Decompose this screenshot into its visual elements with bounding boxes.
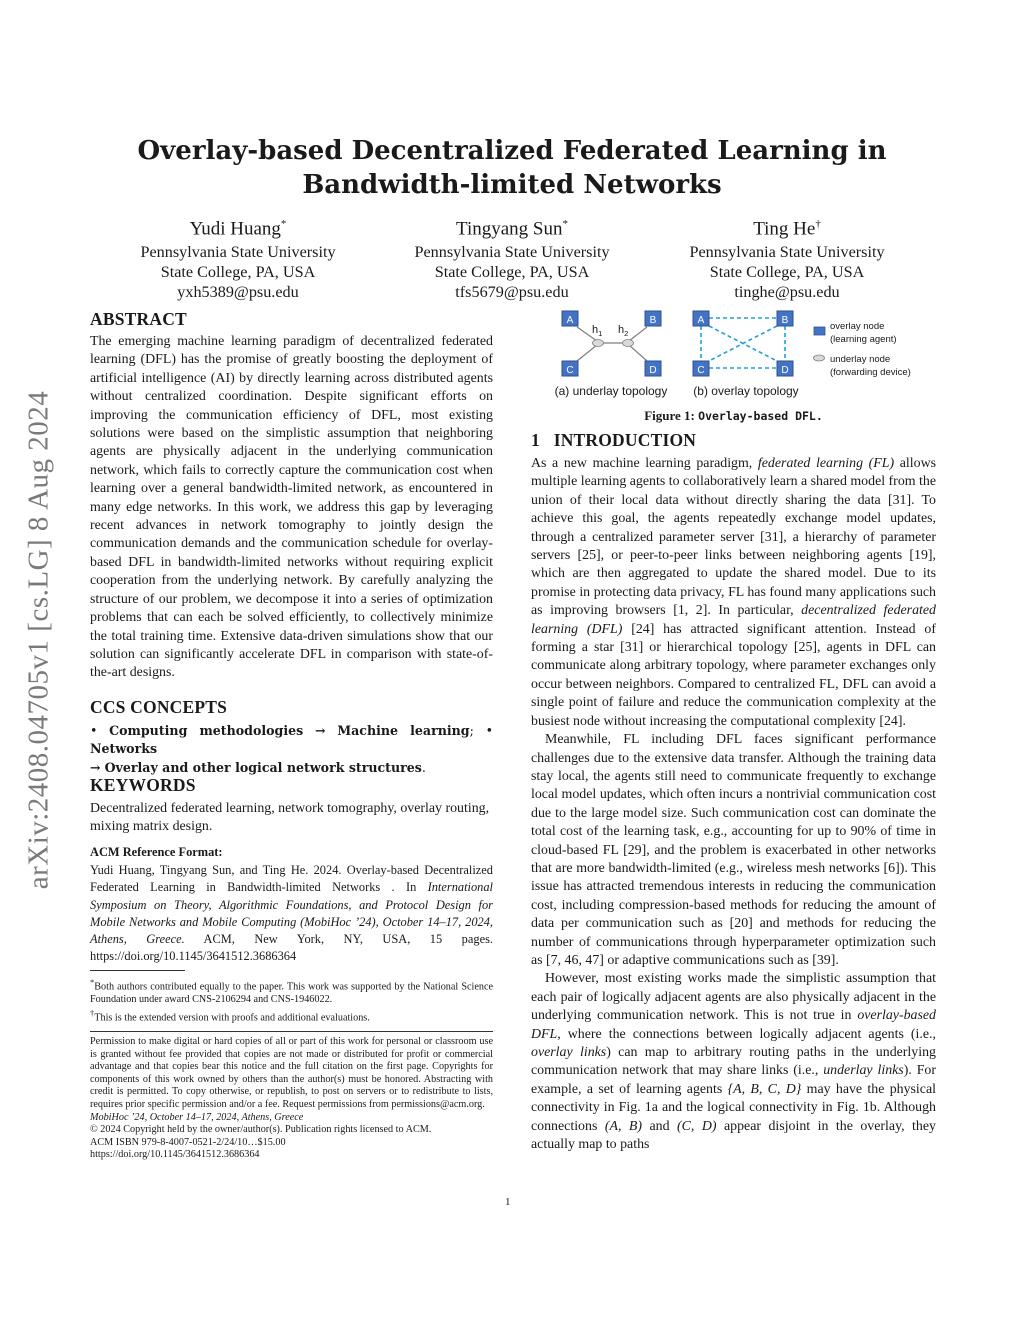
intro-paragraph-2: Meanwhile, FL including DFL faces significant performance challenges due to the extensive data transfer. Although the training data stay local, the agents still need to communicate frequently to exchange local model updates, which often incurs a nontrivial communication cost due to the large model size. Such communication cost can dominate the total cost of the learning task, e.g., accounting for up to 90% of time in cloud-based FL [29], and the problem is exacerbated in other networks that are more bandwidth-limited (e.g., wireless mesh networks [6]). This issue has attracted tremendous interests in reducing the communication cost, including compression-based methods for reducing the amount of data per communication such as [20] and methods for reducing the number of communications through hyperparameter optimization such as [7, 46, 47] or adaptive communications such as [39].: [531, 732, 936, 968]
figure-legend: [814, 321, 911, 378]
legend-underlay-swatch: [814, 355, 825, 361]
underlay-link: [629, 327, 647, 341]
abstract-text: The emerging machine learning paradigm of decentralized federated learning (DFL) has the promise of greatly boosting the deployment of artificial intelligence (AI) by directly learning across distributed agents without centralized coordination. Despite significant efforts on improving the communication efficiency of DFL, most existing solutions were based on the simplistic assumption that neighboring agents are physically adjacent in the underlying communication network, which fails to correctly capture the communication cost when learning over a general bandwidth-limited network, as encountered in many edge networks. In this work, we address this gap by leveraging recent advances in network tomography to jointly design the communication demands and the communication schedule for overlay-based DFL in bandwidth-limited networks without requiring explicit cooperation from the underlying network. By carefully analyzing the structure of our problem, we decompose it into a series of optimization problems that can each be solved efficiently, to collectively minimize the total training time. Extensive data-driven simulations show that our solution can significantly accelerate DFL in comparison with state-of-the-art designs.: [90, 334, 493, 681]
legend-underlay-sublabel: (forwarding device): [830, 367, 911, 378]
author-location: State College, PA, USA: [434, 263, 590, 282]
label-h1: $h_1$: [592, 324, 603, 338]
ccs-concepts: • Computing methodologies → Machine learning; • Networks → Overlay and other logical network structures.: [90, 723, 493, 775]
node-a-label: A: [566, 315, 574, 326]
footnotes: [90, 976, 493, 1025]
node-d-label: D: [781, 365, 789, 376]
overlay-topology: [693, 311, 799, 398]
ccs-heading: CCS CONCEPTS: [90, 697, 228, 717]
intro-paragraph-3: However, most existing works made the simplistic assumption that each pair of logically adjacent agents are also physically adjacent in the underlying communication network. This is not true in overlay-based DFL, where the connections between logically adjacent agents (i.e., overlay links) can map to arbitrary routing paths in the underlying communication network that may share links (i.e., underlay links). For example, a set of learning agents {A, B, C, D} may have the physical connectivity in Fig. 1a and the logical connectivity in Fig. 1b. Although connections (A, B) and (C, D) appear disjoint in the overlay, they actually map to paths: [531, 971, 936, 1153]
author-location: State College, PA, USA: [709, 263, 865, 282]
keywords-heading: KEYWORDS: [90, 775, 196, 795]
underlay-node-h1: [593, 340, 604, 347]
intro-body: [531, 455, 936, 1154]
page-number: 1: [505, 1196, 511, 1208]
author-email: yxh5389@psu.edu: [177, 283, 299, 302]
title-line-2: Bandwidth-limited Networks: [302, 170, 722, 200]
permission-text: Permission to make digital or hard copies of all or part of this work for personal or classroom use is granted without fee provided that copies are not made or distributed for profit or commercial advantage and that copies bear this notice and the full citation on the first page. Copyrights for components of this work owned by others than the author(s) must be honored. Abstracting with credit is permitted. To copy otherwise, or republish, to post on servers or to redistribute to lists, requires prior specific permission and/or a fee. Request permissions from permissions@acm.org.: [90, 1036, 493, 1110]
legend-underlay-label: underlay node: [830, 354, 891, 365]
permission-block: [90, 1036, 493, 1162]
permission-rule: [90, 1031, 493, 1032]
legend-overlay-swatch: [814, 327, 825, 335]
underlay-topology: [555, 311, 668, 398]
node-a-label: A: [697, 315, 705, 326]
author-location: State College, PA, USA: [160, 263, 316, 282]
intro-heading: 1 INTRODUCTION: [531, 430, 697, 450]
author-block-3: [657, 211, 917, 302]
author-affiliation: Pennsylvania State University: [689, 243, 885, 262]
author-email: tfs5679@psu.edu: [455, 283, 569, 302]
arxiv-identifier: arXiv:2408.04705v1 [cs.LG] 8 Aug 2024: [22, 390, 55, 890]
author-affiliation: Pennsylvania State University: [140, 243, 336, 262]
footnote-rule: [90, 970, 185, 971]
permission-doi: https://doi.org/10.1145/3641512.3686364: [90, 1149, 260, 1161]
author-email: tinghe@psu.edu: [734, 283, 840, 302]
acm-reference-heading: ACM Reference Format:: [90, 845, 223, 859]
figure-1-diagram: [531, 305, 936, 400]
node-c-label: C: [566, 365, 574, 376]
underlay-link: [577, 345, 597, 361]
footnote-equal-contribution: *Both authors contributed equally to the paper. This work was supported by the National Science Foundation under award CNS-2106294 and CNS-1946022.: [90, 977, 493, 1005]
title-line-1: Overlay-based Decentralized Federated Learning in: [137, 136, 887, 166]
node-b-label: B: [649, 315, 657, 326]
author-block-2: [382, 211, 642, 302]
node-c-label: C: [697, 365, 705, 376]
underlay-link: [629, 345, 647, 361]
legend-overlay-sublabel: (learning agent): [830, 334, 897, 345]
arxiv-sidebar: [14, 340, 64, 940]
figure-1-caption: Figure 1: Overlay-based DFL.: [644, 408, 823, 423]
author-name: Tingyang Sun*: [456, 218, 568, 240]
node-b-label: B: [781, 315, 789, 326]
permission-venue: MobiHoc ’24, October 14–17, 2024, Athens, Greece: [90, 1111, 304, 1123]
intro-paragraph-1: As a new machine learning paradigm, federated learning (FL) allows multiple learning agents to collaboratively learn a shared model from the union of their local data without directly sharing the data [31]. To achieve this goal, the agents repeatedly exchange model updates, through a centralized parameter server [31], a hierarchy of parameter servers [25], or peer-to-peer links between neighboring agents [19], which are then aggregated to update the shared model. Due to its promise in protecting data privacy, FL has found many applications such as improving browsers [1, 2]. In particular, decentralized federated learning (DFL) [24] has attracted significant attention. Instead of forming a star [31] or hierarchical topology [25], agents in DFL can communicate along arbitrary topology, where parameter exchanges only occur between neighbors. Compared to centralized FL, DFL can avoid a single point of failure and reduce the communication complexity at the busiest node without increasing the computational complexity [24].: [531, 456, 937, 729]
node-d-label: D: [649, 365, 657, 376]
legend-overlay-label: overlay node: [830, 321, 885, 332]
permission-copyright: © 2024 Copyright held by the owner/author(s). Publication rights licensed to ACM.: [90, 1124, 432, 1136]
keywords-text: Decentralized federated learning, network tomography, overlay routing, mixing matrix design.: [90, 801, 490, 835]
label-h2: $h_2$: [618, 324, 629, 338]
acm-reference-text: Yudi Huang, Tingyang Sun, and Ting He. 2024. Overlay-based Decentralized Federated Learning in Bandwidth-limited Networks . In International Symposium on Theory, Algorithmic Foundations, and Protocol Design for Mobile Networks and Mobile Computing (MobiHoc ’24), October 14–17, 2024, Athens, Greece. ACM, New York, NY, USA, 15 pages. https://doi.org/10.1145/3641512.3686364: [90, 863, 493, 964]
subcaption-b: (b) overlay topology: [693, 384, 799, 398]
author-affiliation: Pennsylvania State University: [414, 243, 610, 262]
subcaption-a: (a) underlay topology: [554, 384, 668, 398]
permission-isbn: ACM ISBN 979-8-4007-0521-2/24/10…$15.00: [90, 1136, 286, 1148]
underlay-node-h2: [623, 340, 634, 347]
footnote-extended-version: †This is the extended version with proofs and additional evaluations.: [90, 1007, 370, 1023]
author-block-1: [108, 211, 368, 302]
author-name: Ting He†: [753, 218, 821, 240]
abstract-heading: ABSTRACT: [90, 309, 187, 329]
paper-title: [90, 134, 934, 202]
author-name: Yudi Huang*: [189, 218, 287, 240]
